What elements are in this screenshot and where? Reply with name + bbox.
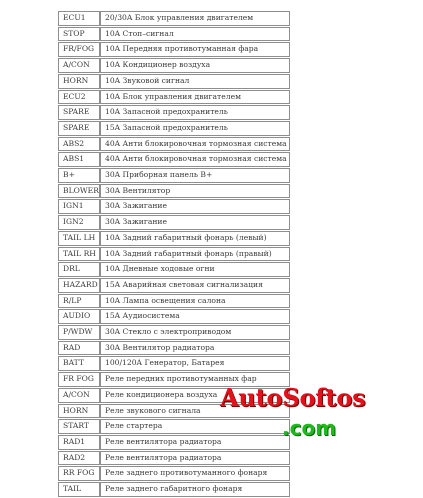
fuse-description: 10A Запасной предохранитель bbox=[100, 105, 290, 120]
fuse-description: 15A Аварийная световая сигнализация bbox=[100, 278, 290, 293]
fuse-code: TAIL RH bbox=[58, 247, 100, 262]
watermark bbox=[220, 383, 420, 443]
fuse-code: P/WDW bbox=[58, 325, 100, 340]
table-row bbox=[58, 325, 290, 340]
fuse-description: 30A Приборная панель B+ bbox=[100, 168, 290, 183]
fuse-code: FR FOG bbox=[58, 372, 100, 387]
table-row bbox=[58, 262, 290, 277]
fuse-code: ABS2 bbox=[58, 137, 100, 152]
fuse-description: 40A Анти блокировочная тормозная система bbox=[100, 152, 290, 167]
fuse-description: 10A Задний габаритный фонарь (правый) bbox=[100, 247, 290, 262]
table-row bbox=[58, 199, 290, 214]
table-row bbox=[58, 466, 290, 481]
table-row bbox=[58, 137, 290, 152]
fuse-description: 30A Вентилятор bbox=[100, 184, 290, 199]
table-row bbox=[58, 105, 290, 120]
fuse-description: 30A Вентилятор радиатора bbox=[100, 341, 290, 356]
fuse-code: RR FOG bbox=[58, 466, 100, 481]
fuse-code: START bbox=[58, 419, 100, 434]
fuse-description: Реле заднего противотуманного фонаря bbox=[100, 466, 290, 481]
fuse-description: 30A Зажигание bbox=[100, 215, 290, 230]
table-row bbox=[58, 294, 290, 309]
table-row bbox=[58, 215, 290, 230]
table-row bbox=[58, 451, 290, 466]
fuse-code: TAIL LH bbox=[58, 231, 100, 246]
fuse-description: 10A Задний габаритный фонарь (левый) bbox=[100, 231, 290, 246]
fuse-description: 20/30A Блок управления двигателем bbox=[100, 11, 290, 26]
fuse-code: RAD2 bbox=[58, 451, 100, 466]
table-row bbox=[58, 168, 290, 183]
table-row bbox=[58, 341, 290, 356]
table-row bbox=[58, 231, 290, 246]
fuse-code: A/CON bbox=[58, 58, 100, 73]
fuse-description: 10A Передняя противотуманная фара bbox=[100, 42, 290, 57]
fuse-description: 10A Дневные ходовые огни bbox=[100, 262, 290, 277]
fuse-code: AUDIO bbox=[58, 309, 100, 324]
fuse-code: B+ bbox=[58, 168, 100, 183]
fuse-code: BATT bbox=[58, 356, 100, 371]
fuse-description: 30A Зажигание bbox=[100, 199, 290, 214]
fuse-description: Реле вентилятора радиатора bbox=[100, 435, 290, 450]
watermark-brand: AutoSoftos bbox=[220, 383, 366, 412]
table-row bbox=[58, 184, 290, 199]
table-row bbox=[58, 58, 290, 73]
table-row bbox=[58, 152, 290, 167]
table-row bbox=[58, 356, 290, 371]
table-row bbox=[58, 11, 290, 26]
fuse-description: Реле стартера bbox=[100, 419, 290, 434]
fuse-description: 15A Аудиосистема bbox=[100, 309, 290, 324]
fuse-description: 40A Анти блокировочная тормозная система bbox=[100, 137, 290, 152]
table-row bbox=[58, 42, 290, 57]
fuse-description: 10A Лампа освещения салона bbox=[100, 294, 290, 309]
fuse-description: 10A Блок управления двигателем bbox=[100, 90, 290, 105]
table-row bbox=[58, 121, 290, 136]
fuse-description: 10A Звуковой сигнал bbox=[100, 74, 290, 89]
fuse-code: STOP bbox=[58, 27, 100, 42]
fuse-description: Реле передних противотуманных фар bbox=[100, 372, 290, 387]
fuse-code: SPARE bbox=[58, 121, 100, 136]
watermark-domain: .com bbox=[282, 416, 337, 440]
fuse-code: TAIL bbox=[58, 482, 100, 497]
fuse-code: A/CON bbox=[58, 388, 100, 403]
fuse-code: DRL bbox=[58, 262, 100, 277]
fuse-code: R/LP bbox=[58, 294, 100, 309]
fuse-description: 10A Кондиционер воздуха bbox=[100, 58, 290, 73]
fuse-code: RAD bbox=[58, 341, 100, 356]
table-row bbox=[58, 27, 290, 42]
fuse-description: 15A Запасной предохранитель bbox=[100, 121, 290, 136]
fuse-code: ECU1 bbox=[58, 11, 100, 26]
fuse-code: HORN bbox=[58, 74, 100, 89]
fuse-code: FR/FOG bbox=[58, 42, 100, 57]
fuse-code: HORN bbox=[58, 404, 100, 419]
table-row bbox=[58, 74, 290, 89]
table-row bbox=[58, 90, 290, 105]
fuse-description: 100/120A Генератор, Батарея bbox=[100, 356, 290, 371]
fuse-description: Реле звукового сигнала bbox=[100, 404, 290, 419]
fuse-description: 30A Стекло с электроприводом bbox=[100, 325, 290, 340]
table-row bbox=[58, 309, 290, 324]
fuse-code: RAD1 bbox=[58, 435, 100, 450]
table-row bbox=[58, 482, 290, 497]
table-row bbox=[58, 247, 290, 262]
fuse-description: 10A Стоп–сигнал bbox=[100, 27, 290, 42]
fuse-description: Реле заднего габаритного фонаря bbox=[100, 482, 290, 497]
fuse-code: IGN1 bbox=[58, 199, 100, 214]
fuse-code: ABS1 bbox=[58, 152, 100, 167]
fuse-code: HAZARD bbox=[58, 278, 100, 293]
fuse-code: SPARE bbox=[58, 105, 100, 120]
fuse-code: BLOWER bbox=[58, 184, 100, 199]
table-row bbox=[58, 278, 290, 293]
fuse-code: ECU2 bbox=[58, 90, 100, 105]
fuse-description: Реле вентилятора радиатора bbox=[100, 451, 290, 466]
fuse-code: IGN2 bbox=[58, 215, 100, 230]
fuse-description: Реле кондиционера воздуха bbox=[100, 388, 290, 403]
